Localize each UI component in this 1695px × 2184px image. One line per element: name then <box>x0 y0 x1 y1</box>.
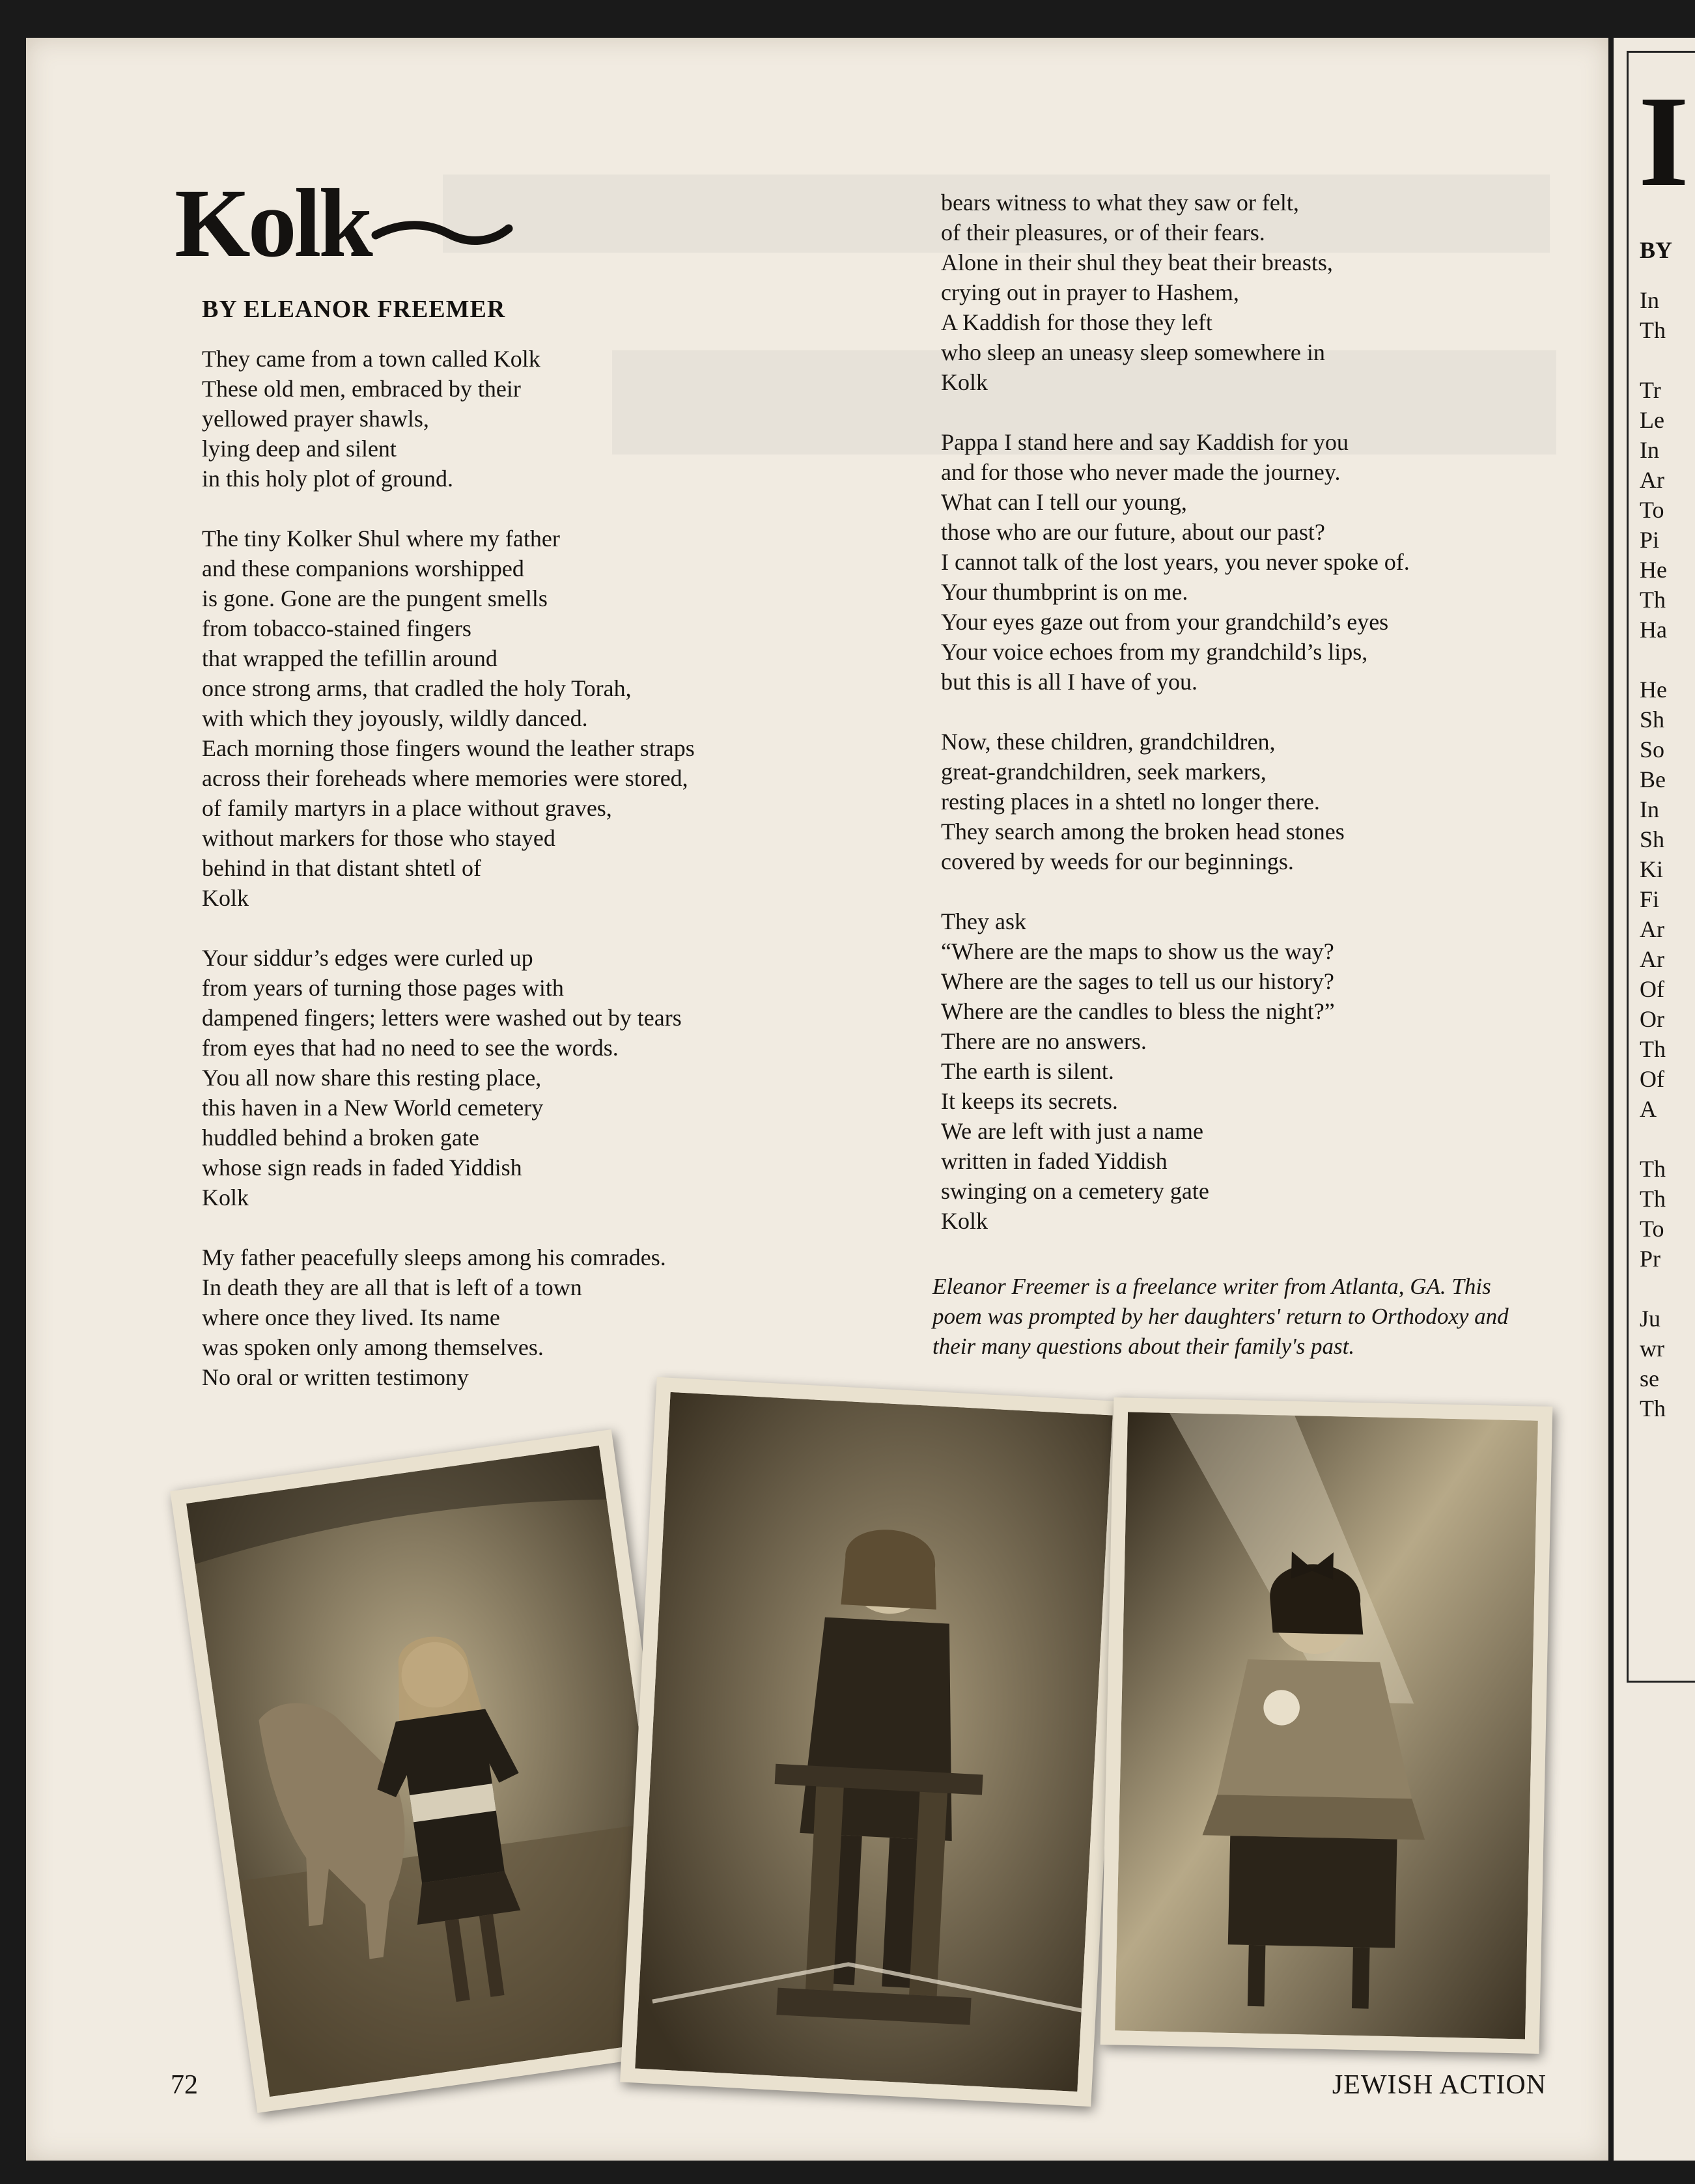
page-number: 72 <box>171 2070 198 2100</box>
vintage-photo <box>635 1392 1112 2092</box>
next-page-text: In Th Tr Le In Ar To Pi He Th Ha He Sh So Be In Sh Ki Fi Ar Ar Of Or Th Of A Th Th To Pr Ju wr se Th <box>1640 287 1667 1421</box>
stanza: The tiny Kolker Shul where my father and these companions worshipped is gone. Gone are the pungent smells from tobacco-stained fingers that wrapped the tefillin around once strong arms, that cradled the holy Torah, with which they joyously, wildly danced. Each morning those fingers wound the leather straps across their foreheads where memories were stored, of family martyrs in a place without graves, without markers for those who stayed behind in that distant shtetl of Kolk <box>202 525 695 911</box>
stanza: bears witness to what they saw or felt, of their pleasures, or of their fears. Alone in their shul they beat their breasts, crying out in prayer to Hashem, A Kaddish for those they left who sleep an uneasy sleep somewhere in Kolk <box>941 189 1333 395</box>
stanza: Now, these children, grandchildren, great-grandchildren, seek markers, resting places in a shtetl no longer there. They search among the broken head stones covered by weeds for our beginnings. <box>941 729 1345 875</box>
stanza: They came from a town called Kolk These old men, embraced by their yellowed prayer shawls, lying deep and silent in this holy plot of ground. <box>202 346 540 492</box>
magazine-page <box>26 38 1608 2161</box>
vintage-photo <box>1115 1412 1538 2039</box>
stanza: Your siddur’s edges were curled up from years of turning those pages with dampened fingers; letters were washed out by tears from eyes that had no need to see the words. You all now share this resting place, this haven in a New World cemetery huddled behind a broken gate whose sign reads in faded Yiddish Kolk <box>202 945 682 1211</box>
photo-boy-at-table <box>620 1377 1128 2107</box>
photo-girl-with-bow <box>1100 1397 1553 2054</box>
byline: BY ELEANOR FREEMER <box>202 296 506 323</box>
poem-column-1 <box>202 344 742 1422</box>
photo-girl-with-rocking-horse <box>170 1429 699 2113</box>
vintage-photo <box>186 1446 682 2097</box>
stanza: They ask “Where are the maps to show us the way? Where are the sages to tell us our history? Where are the candles to bless the night?” There are no answers. The earth is silent. It keeps its secrets. We are left with just a name written in faded Yiddish swinging on a cemetery gate Kolk <box>941 908 1335 1234</box>
next-page-initial: I <box>1638 70 1689 214</box>
poem-column-2 <box>941 188 1566 1266</box>
magazine-name: JEWISH ACTION <box>1332 2070 1547 2100</box>
stanza: My father peacefully sleeps among his comrades. In death they are all that is left of a town where once they lived. Its name was spoken only among themselves. No oral or written testimony <box>202 1244 666 1390</box>
stanza: Pappa I stand here and say Kaddish for you and for those who never made the journey. What can I tell our young, those who are our future, about our past? I cannot talk of the lost years, you never spoke of. Your thumbprint is on me. Your eyes gaze out from your grandchild’s eyes Your voice echoes from my grandchild’s lips, but this is all I have of you. <box>941 429 1410 695</box>
author-note: Eleanor Freemer is a freelance writer from Atlanta, GA. This poem was prompted by her daughters' return to Orthodoxy and their many questions about their family's past. <box>932 1274 1509 1359</box>
swash-dash-icon <box>371 214 514 253</box>
next-page-byline: BY <box>1640 237 1673 263</box>
next-page-edge <box>1614 38 1695 2161</box>
article-title: Kolk <box>175 168 514 279</box>
